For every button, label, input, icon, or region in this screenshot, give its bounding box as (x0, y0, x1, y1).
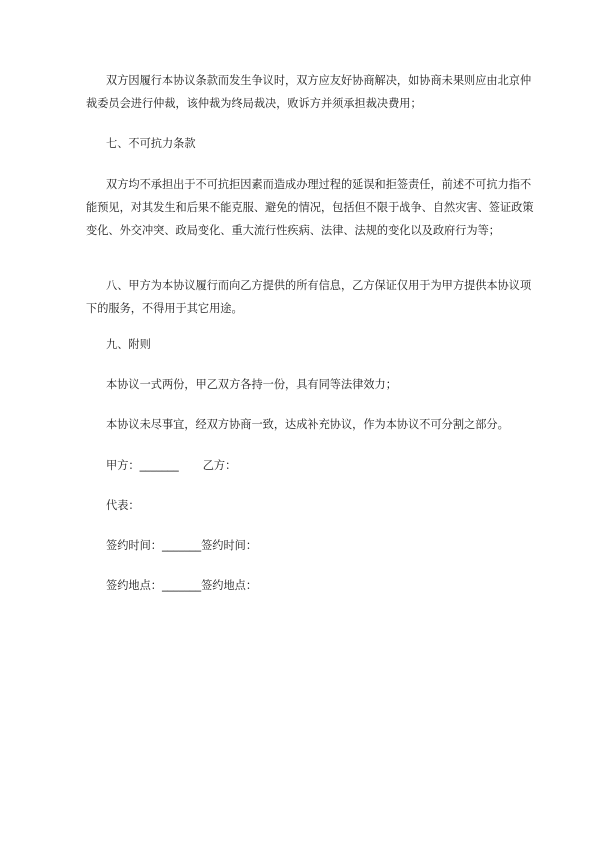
sign-place-line: 签约地点：_______签约地点： (106, 579, 258, 592)
party-signature-line (106, 454, 236, 477)
section-heading-supplementary: 九、附则 (106, 338, 151, 351)
sign-time-line: 签约时间：_______签约时间： (106, 539, 258, 552)
party-b-label: 乙方： (202, 459, 237, 472)
information-usage-paragraph: 八、甲方为本协议履行而向乙方提供的所有信息，乙方保证仅用于为甲方提供本协议项下的服务，不得用于其它用途。 (86, 279, 532, 315)
dispute-resolution-paragraph: 双方因履行本协议条款而发生争议时，双方应友好协商解决，如协商未果则应由北京仲裁委员会进行仲裁，该仲裁为终局裁决，败诉方并须承担裁决费用； (86, 74, 532, 110)
force-majeure-paragraph: 双方均不承担出于不可抗拒因素而造成办理过程的延误和拒签责任，前述不可抗力指不能预见，对其发生和后果不能克服、避免的情况，包括但不限于战争、自然灾害、签证政策变化、外交冲突、政局变化、重大流行性疾病、法律、法规的变化以及政府行为等； (86, 178, 534, 237)
unresolved-matters-paragraph: 本协议未尽事宜，经双方协商一致，达成补充协议，作为本协议不可分割之部分。 (106, 418, 509, 431)
section-heading-force-majeure: 七、不可抗力条款 (106, 137, 196, 150)
party-a-label: 甲方：_______ (106, 459, 179, 472)
copies-paragraph: 本协议一式两份，甲乙双方各持一份，具有同等法律效力； (106, 378, 397, 391)
representative-line: 代表： (106, 499, 140, 512)
